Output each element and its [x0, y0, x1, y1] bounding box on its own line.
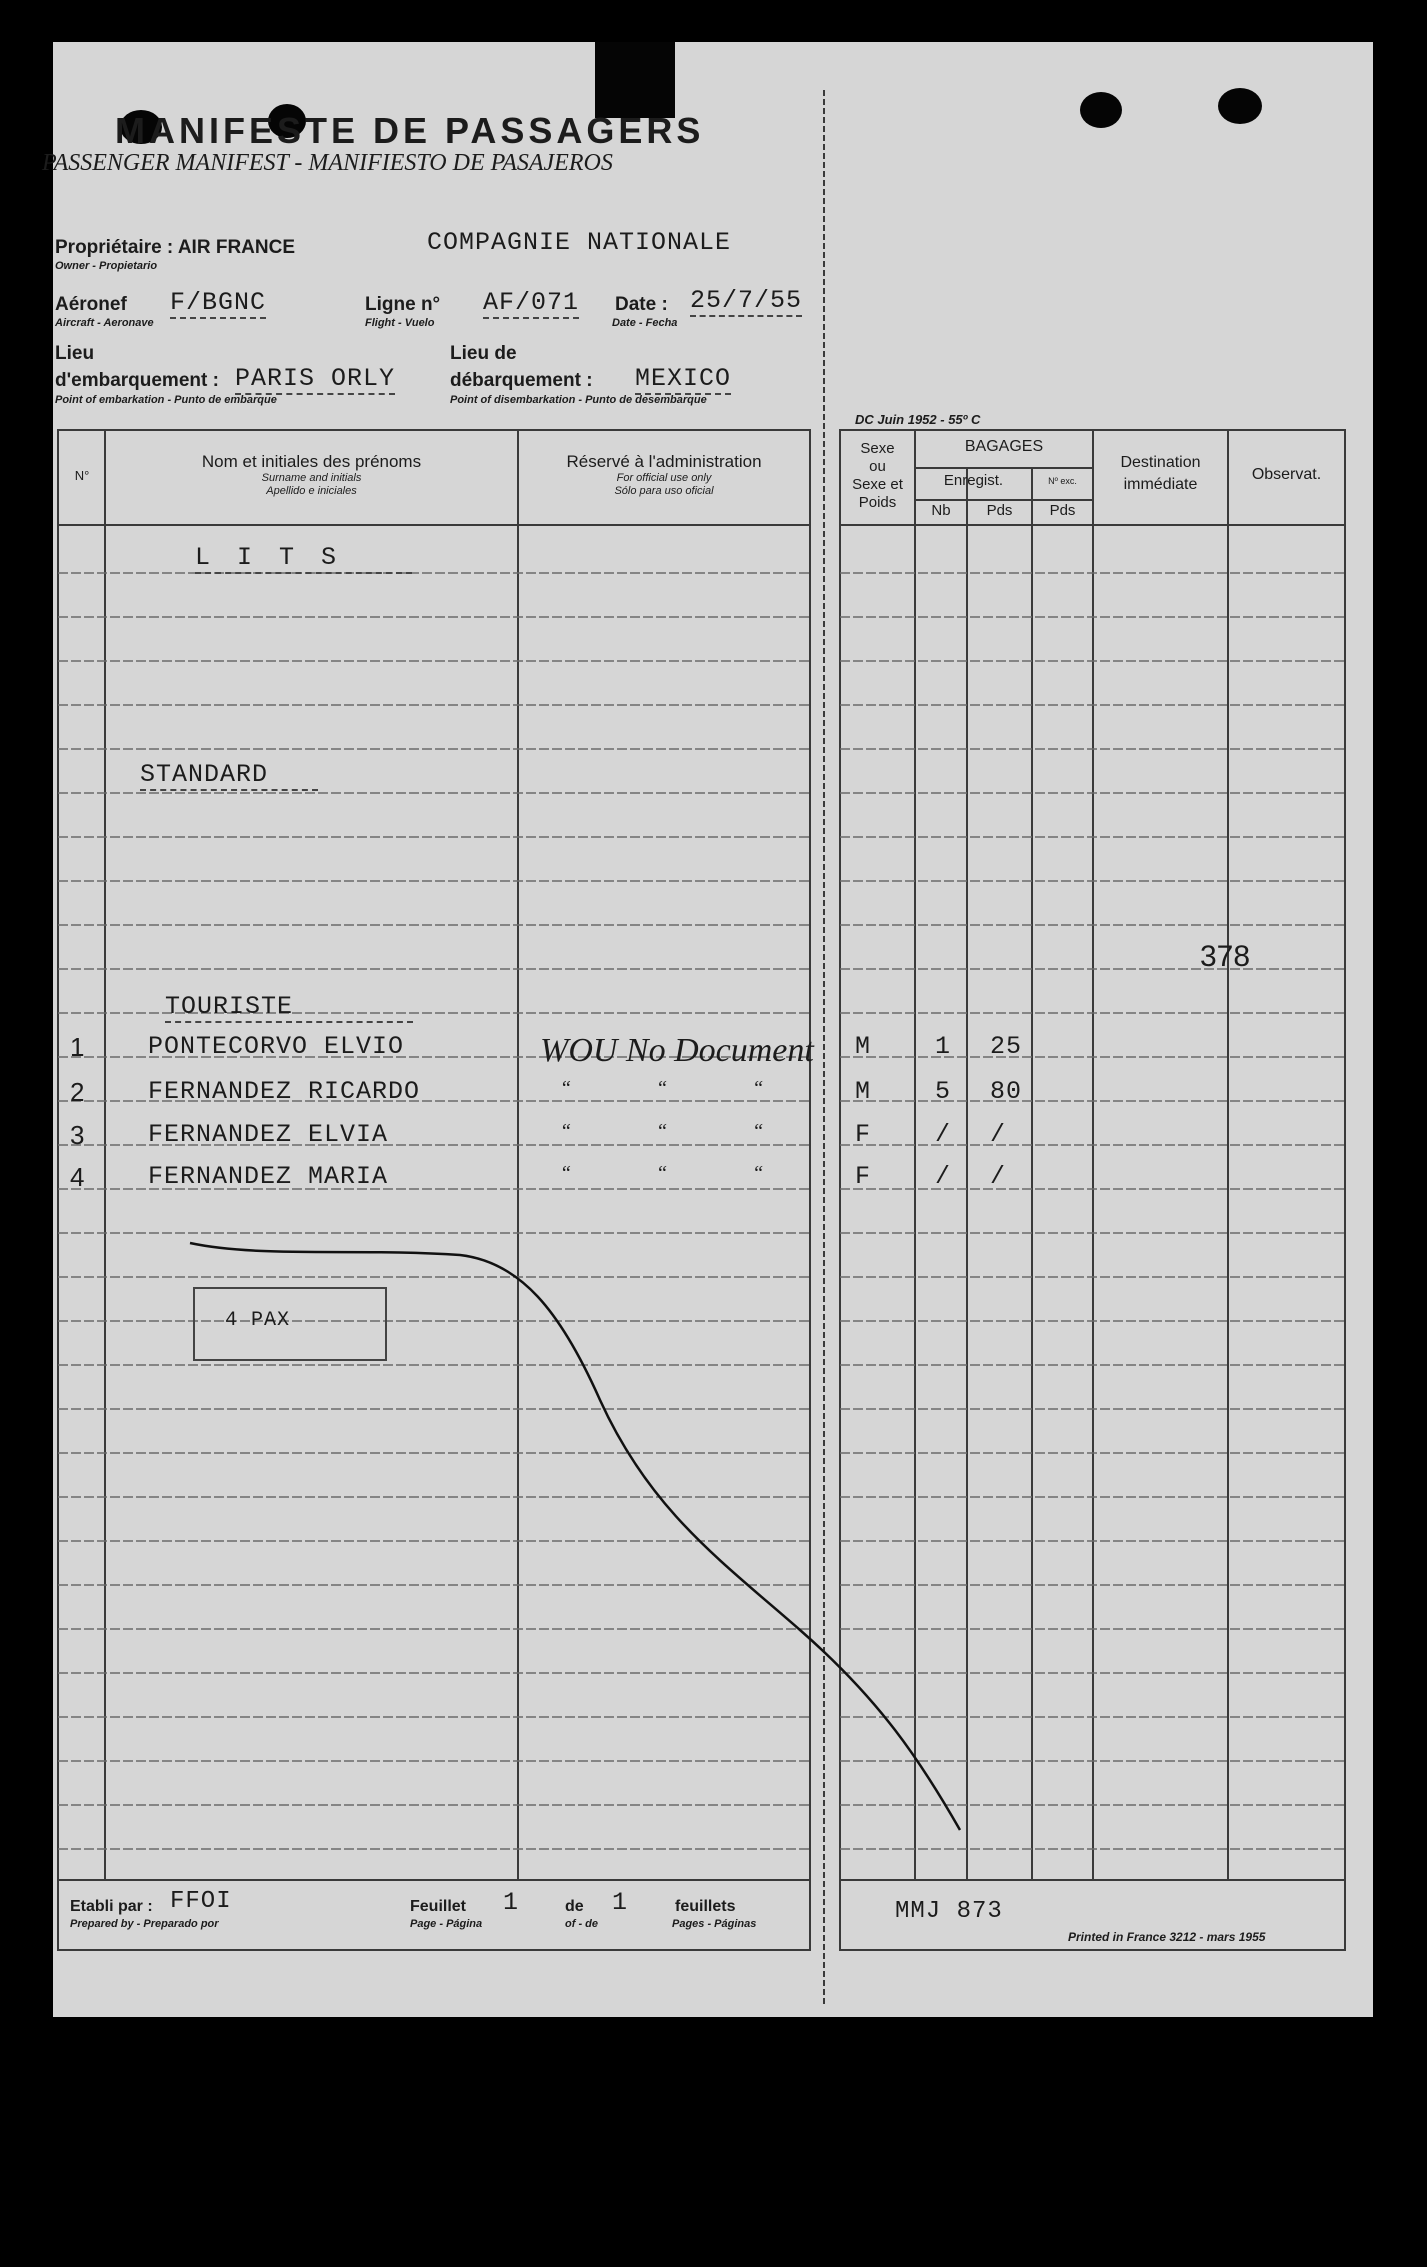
passenger-no: 2: [70, 1077, 85, 1107]
passenger-no: 1: [70, 1032, 85, 1062]
col-registered: Enregist.: [943, 472, 1004, 489]
prepared-sub: Prepared by - Preparado por: [70, 1918, 219, 1930]
passenger-bag-pds: /: [990, 1162, 1007, 1191]
col-name-sub1: Surname and initials: [261, 472, 362, 484]
form-subtitle: PASSENGER MANIFEST - MANIFIESTO DE PASAJEROS: [42, 150, 613, 176]
col-name-sub2: Apellido e iniciales: [266, 485, 357, 497]
col-sex-header: [840, 440, 915, 512]
embark-label-1: Lieu: [55, 343, 95, 364]
passenger-sex: F: [855, 1120, 872, 1149]
flight-value: AF/071: [483, 288, 580, 317]
col-extra: Nº exc.: [1048, 476, 1077, 486]
col-pds: Pds: [986, 502, 1013, 519]
col-no: N°: [74, 468, 90, 483]
section-lits: L I T S: [195, 543, 412, 574]
col-destination-1: Destination: [1120, 454, 1201, 471]
col-admin-sub2: Sólo para uso oficial: [614, 485, 714, 497]
col-nb: Nb: [931, 502, 951, 519]
col-sex-2: ou: [869, 458, 886, 475]
date-label: Date :: [615, 294, 668, 315]
prepared-label: Etabli par :: [70, 1898, 153, 1915]
embark-value: PARIS ORLY: [235, 364, 396, 393]
passenger-sex: M: [855, 1032, 872, 1061]
sheet-value: 1: [503, 1888, 520, 1917]
passenger-bag-pds: 80: [990, 1077, 1023, 1106]
col-sex-4: Poids: [858, 494, 897, 511]
passenger-admin: “ “ “: [560, 1077, 804, 1099]
col-name: Nom et initiales des prénoms: [201, 452, 422, 471]
sheets-label: feuillets: [675, 1898, 736, 1915]
sheet-sub: Page - Página: [410, 1918, 483, 1930]
passenger-name: FERNANDEZ RICARDO: [148, 1077, 421, 1106]
passenger-bag-nb: 1: [935, 1032, 952, 1061]
form-code: DC Juin 1952 - 55º C: [855, 412, 981, 427]
disembark-label-2: débarquement :: [450, 370, 593, 391]
passenger-bag-nb: 5: [935, 1077, 952, 1106]
passenger-bag-nb: /: [935, 1120, 952, 1149]
pax-box: [193, 1287, 387, 1361]
date-sub: Date - Fecha: [612, 317, 678, 329]
owner-sub: Owner - Propietario: [55, 260, 158, 272]
passenger-bag-pds: 25: [990, 1032, 1023, 1061]
passenger-no: 3: [70, 1120, 85, 1150]
flight-label: Ligne n°: [365, 294, 441, 315]
disembark-value: MEXICO: [635, 364, 732, 393]
section-standard: STANDARD: [140, 760, 318, 791]
disembark-label-1: Lieu de: [450, 343, 517, 364]
passenger-admin: “ “ “: [560, 1162, 804, 1184]
of-sub: of - de: [565, 1918, 598, 1930]
passenger-admin: WOU No Document: [540, 1032, 814, 1069]
aircraft-sub: Aircraft - Aeronave: [55, 317, 154, 329]
of-value: 1: [612, 1888, 629, 1917]
flight-sub: Flight - Vuelo: [365, 317, 435, 329]
aircraft-label: Aéronef: [55, 294, 127, 315]
col-observations: Observat.: [1251, 466, 1322, 483]
col-sex-3: Sexe et: [852, 476, 903, 493]
col-sex-1: Sexe: [860, 440, 895, 457]
passenger-no: 4: [70, 1162, 85, 1192]
col-admin-header: [518, 452, 810, 498]
passenger-bag-pds: /: [990, 1120, 1007, 1149]
col-admin: Réservé à l'administration: [566, 452, 762, 471]
passenger-bag-nb: /: [935, 1162, 952, 1191]
pax-box-label: 4 PAX: [225, 1309, 291, 1332]
embark-label-2: d'embarquement :: [55, 370, 219, 391]
passenger-name: PONTECORVO ELVIO: [148, 1032, 405, 1061]
embark-sub: Point of embarkation - Punto de embarque: [55, 394, 277, 406]
printed-note: Printed in France 3212 - mars 1955: [1068, 1930, 1266, 1944]
form-title: MANIFESTE DE PASSAGERS: [115, 110, 705, 151]
aircraft-value: F/BGNC: [170, 288, 267, 317]
passenger-sex: F: [855, 1162, 872, 1191]
owner-label: Propriétaire : AIR FRANCE: [55, 237, 295, 258]
col-baggage: BAGAGES: [964, 438, 1044, 455]
reference-value: MMJ 873: [895, 1898, 1003, 1925]
section-touriste: TOURISTE: [165, 992, 413, 1023]
date-value: 25/7/55: [690, 286, 803, 315]
sheet-label: Feuillet: [410, 1898, 467, 1915]
col-extra-pds: Pds: [1049, 502, 1076, 519]
passenger-sex: M: [855, 1077, 872, 1106]
sheets-sub: Pages - Páginas: [672, 1918, 757, 1930]
disembark-sub: Point of disembarkation - Punto de desembarque: [450, 394, 707, 406]
col-destination-header: [1093, 452, 1228, 496]
passenger-admin: “ “ “: [560, 1120, 804, 1142]
col-admin-sub1: For official use only: [616, 472, 712, 484]
of-label: de: [565, 1898, 584, 1915]
col-name-header: [105, 452, 518, 498]
passenger-name: FERNANDEZ ELVIA: [148, 1120, 389, 1149]
col-destination-2: immédiate: [1123, 476, 1198, 493]
side-number: 378: [1200, 940, 1251, 973]
owner-value: COMPAGNIE NATIONALE: [427, 228, 732, 257]
passenger-name: FERNANDEZ MARIA: [148, 1162, 389, 1191]
prepared-value: FFOI: [170, 1888, 232, 1915]
